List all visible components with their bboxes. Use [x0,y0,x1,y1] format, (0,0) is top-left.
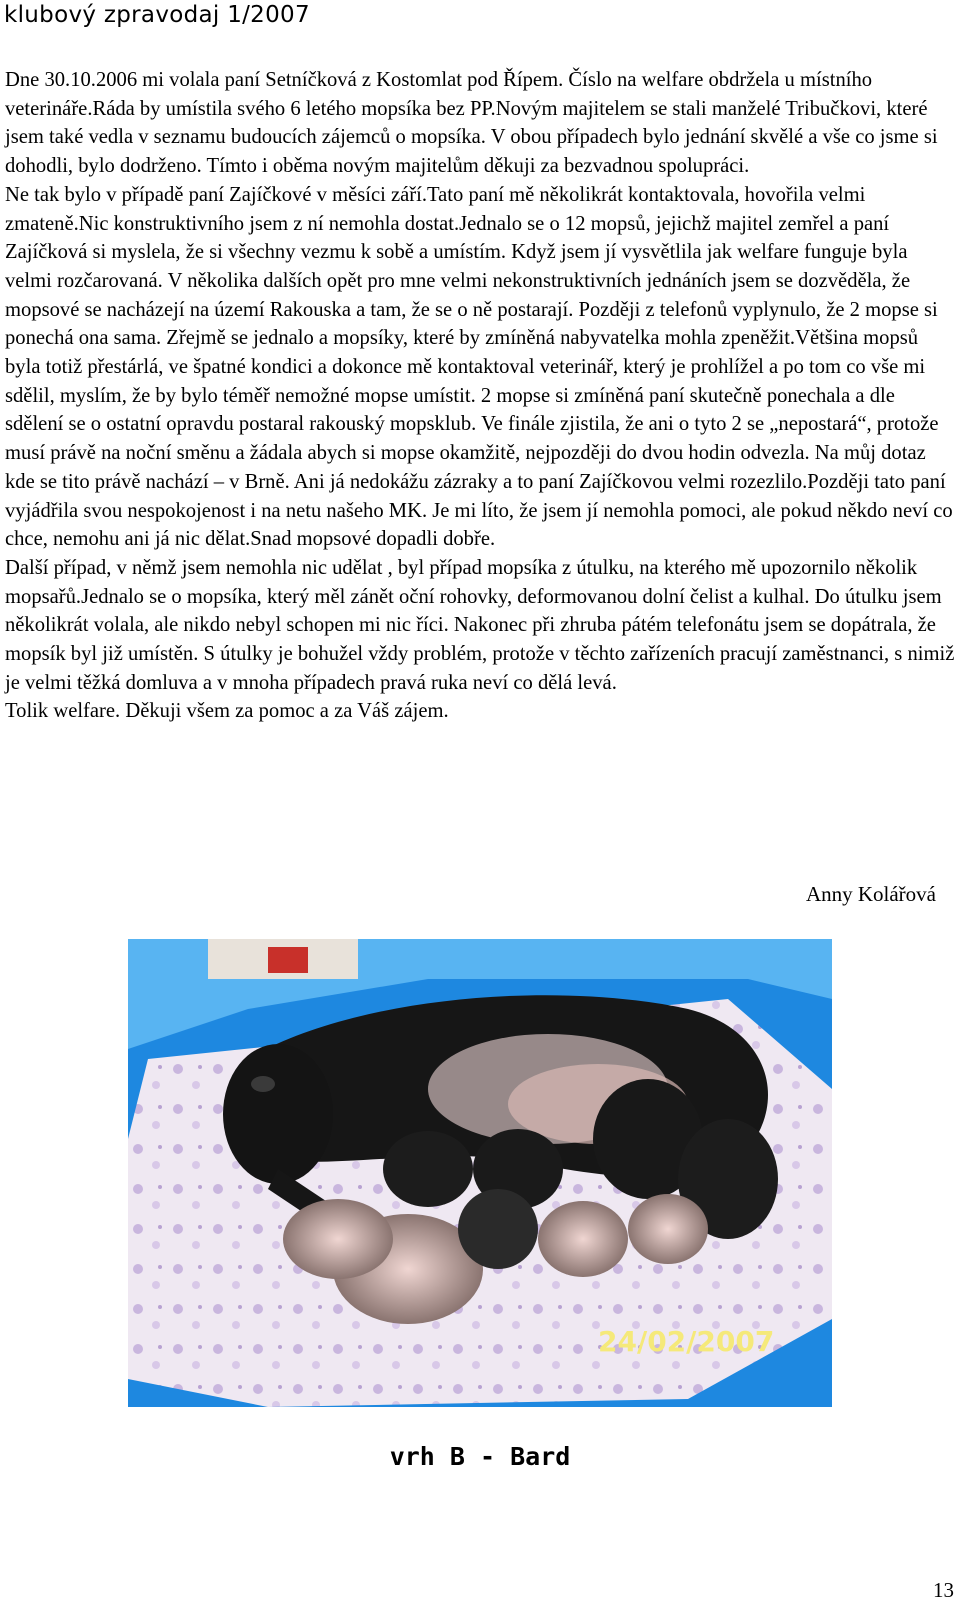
pug-litter-photo [128,939,832,1407]
puppy [383,1131,473,1207]
author-signature: Anny Kolářová [805,882,936,906]
photo-date-stamp: 24/02/2007 [598,1325,775,1358]
article-body [5,66,955,726]
photo-caption: vrh B - Bard [389,1442,571,1471]
newsletter-title: klubový zpravodaj 1/2007 [4,2,310,28]
page-number: 13 [933,1578,954,1602]
article-paragraph: Další případ, v němž jsem nemohla nic udělat , byl případ mopsíka z útulku, na kterého mě upozornilo několik mopsařů.Jednalo se o mopsíka, který měl zánět oční rohovky, deformovanou dolní čelist a kulhal. Do útulku jsem několikrát volala, ale nikdo nebyl schopen mi nic říci. Nakonec při zhruba pátém telefonátu jsem se dopátrala, že mopsík byl již umístěn. S útulky je bohužel vždy problém, protože v těchto zařízeních pracují zaměstnanci, s nimiž je velmi těžká domluva a v mnoha případech pravá ruka neví co dělá levá. [5,556,955,694]
article-paragraph: Dne 30.10.2006 mi volala paní Setníčková z Kostomlat pod Řípem. Číslo na welfare obdržela u místního veterináře.Ráda by umístila svého 6 letého mopsíka bez PP.Novým majitelem se stali manželé Tribučkovi, které jsem také vedla v seznamu budoucích zájemců o mopsíka. V obou případech bylo jednání skvělé a vše co jsme si dohodli, bylo dodrženo. Tímto i oběma novým majitelům děkuji za bezvadnou spolupráci. [5,69,938,178]
article-paragraph: Ne tak bylo v případě paní Zajíčkové v měsíci září.Tato paní mě několikrát kontaktovala, hovořila velmi zmateně.Nic konstruktivního jsem z ní nemohla dostat.Jednalo se o 12 mopsů, jejichž majitel zemřel a paní Zajíčková si myslela, že si všechny vezmu k sobě a umístím. Když jsem jí vysvětlila jak welfare funguje byla velmi rozčarovaná. V několika dalších opět pro mne velmi nekonstruktivních jednáních jsem se dozvěděla, že mopsové se nacházejí na území Rakouska a tam, že se o ně postarají. Později z telefonů vyplynulo, že 2 mopse si ponechá ona sama. Zřejmě se jednalo a mopsíky, které by zmíněná nabyvatelka mohla zpeněžit.Většina mopsů byla totiž přestárlá, ve špatné kondici a dokonce mě kontaktoval veterinář, který je prohlížel a po tom co vše mi sdělil, myslím, že by bylo téměř nemožné mopse umístit. 2 mopse si zmíněná paní skutečně ponechala a dle sdělení se o ostatní opravdu postaral rakouský mopsklub. Ve finále zjistila, že ani o tyto 2 se „nepostará“, protože musí právě na noční směnu a žádala abych si mopse okamžitě, nejpozději do dvou hodin odvezla. Na můj dotaz kde se tito právě nachází – v Brně. Ani já nedokážu zázraky a to paní Zajíčkovou velmi rozezlilo.Později tato paní vyjádřila svou nespokojenost i na netu našeho MK. Je mi líto, že jsem jí nemohla pomoci, ale pokud někdo neví co chce, nemohu ani já nic dělat.Snad mopsové dopadli dobře. [5,183,953,551]
article-paragraph: Tolik welfare. Děkuji všem za pomoc a za Váš zájem. [5,700,449,723]
